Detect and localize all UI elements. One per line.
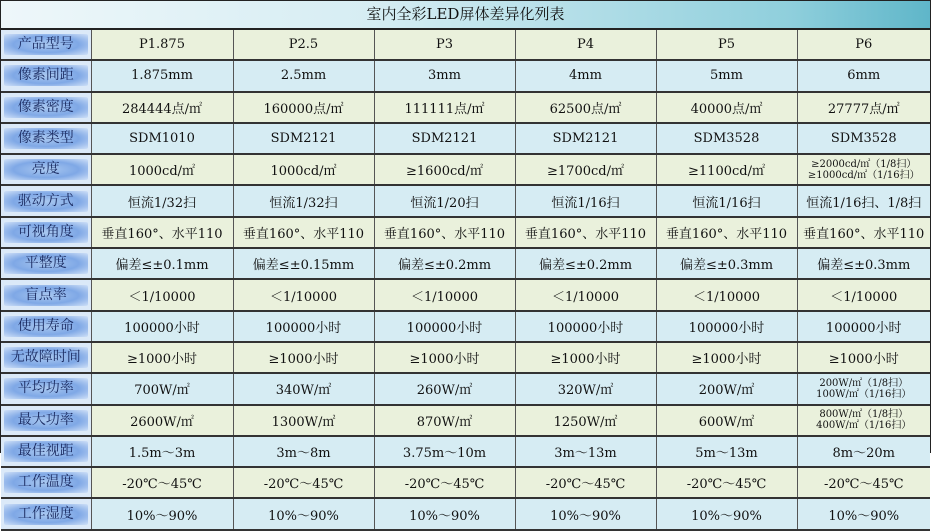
table-cell: P5: [656, 30, 797, 60]
row-header-label: 平整度: [4, 253, 88, 274]
table-row: [1, 30, 930, 60]
table-cell: SDM2121: [515, 123, 656, 154]
table-cell: 100000小时: [233, 311, 374, 342]
row-header-label: 无故障时间: [4, 347, 88, 368]
table-cell: 5m～13m: [656, 436, 797, 467]
table-row: [1, 185, 930, 216]
row-header: [1, 498, 91, 529]
row-header: [1, 311, 91, 342]
table-cell: ＜1/10000: [515, 279, 656, 310]
table-cell: 10%～90%: [515, 498, 656, 529]
table-cell: 偏差≤±0.1mm: [91, 248, 233, 279]
table-cell: -20℃～45℃: [374, 467, 515, 498]
table-row: [1, 60, 930, 91]
row-header: [1, 373, 91, 404]
table-cell: 1000cd/㎡: [91, 154, 233, 185]
table-cell: ＜1/10000: [233, 279, 374, 310]
table-row: [1, 279, 930, 310]
table-cell: ≥1000小时: [515, 342, 656, 373]
row-header: [1, 60, 91, 91]
table-cell: 恒流1/20扫: [374, 185, 515, 216]
table-cell: 10%～90%: [656, 498, 797, 529]
table-cell: 27777点/㎡: [797, 92, 930, 123]
table-cell: P1.875: [91, 30, 233, 60]
cell-line: ≥1000cd/㎡（1/16扫）: [807, 169, 920, 181]
row-header-label: 工作湿度: [4, 504, 88, 525]
row-header-label: 最佳视距: [4, 441, 88, 462]
row-header-label: 亮度: [4, 159, 88, 180]
row-header-label: 像素间距: [4, 65, 88, 86]
table-cell: 100000小时: [91, 311, 233, 342]
row-header-label: 产品型号: [4, 34, 88, 55]
table-cell: ＜1/10000: [91, 279, 233, 310]
table-cell: ≥1100cd/㎡: [656, 154, 797, 185]
table-row: [1, 498, 930, 529]
table-cell: 1300W/㎡: [233, 405, 374, 436]
table-cell: 5mm: [656, 60, 797, 91]
table-cell: 10%～90%: [797, 498, 930, 529]
table-cell: 320W/㎡: [515, 373, 656, 404]
row-header: [1, 248, 91, 279]
table-cell: -20℃～45℃: [91, 467, 233, 498]
table-cell: ＜1/10000: [656, 279, 797, 310]
table-row: [1, 92, 930, 123]
cell-line: 200W/㎡（1/8扫）: [819, 377, 909, 389]
cell-line: 800W/㎡（1/8扫）: [819, 409, 909, 421]
table-cell: [797, 405, 930, 436]
table-cell: P4: [515, 30, 656, 60]
table-cell: 100000小时: [656, 311, 797, 342]
table-cell: -20℃～45℃: [656, 467, 797, 498]
table-cell: ≥1000小时: [91, 342, 233, 373]
table-cell: 4mm: [515, 60, 656, 91]
table-cell: ≥1600cd/㎡: [374, 154, 515, 185]
table-row: [1, 405, 930, 436]
table-cell: [797, 154, 930, 185]
table-cell: P6: [797, 30, 930, 60]
row-header-label: 盲点率: [4, 285, 88, 306]
table-row: [1, 467, 930, 498]
table-cell: 200W/㎡: [656, 373, 797, 404]
row-header: [1, 123, 91, 154]
table-cell: P3: [374, 30, 515, 60]
table-cell: SDM3528: [797, 123, 930, 154]
table-row: [1, 248, 930, 279]
table-cell: SDM1010: [91, 123, 233, 154]
cell-line: 400W/㎡（1/16扫）: [816, 420, 912, 432]
table-cell: 3m～8m: [233, 436, 374, 467]
table-cell: 160000点/㎡: [233, 92, 374, 123]
table-cell: P2.5: [233, 30, 374, 60]
table-cell: 10%～90%: [91, 498, 233, 529]
table-cell: 恒流1/32扫: [91, 185, 233, 216]
row-header-label: 使用寿命: [4, 316, 88, 337]
row-header: [1, 279, 91, 310]
table-cell: 垂直160°、水平110: [797, 217, 930, 248]
table-cell: 1.5m～3m: [91, 436, 233, 467]
table-cell: [797, 373, 930, 404]
table-cell: ≥1000小时: [797, 342, 930, 373]
table-cell: 2600W/㎡: [91, 405, 233, 436]
table-cell: 偏差≤±0.3mm: [656, 248, 797, 279]
table-cell: SDM3528: [656, 123, 797, 154]
table-cell: 2.5mm: [233, 60, 374, 91]
table-cell: 700W/㎡: [91, 373, 233, 404]
row-header: [1, 185, 91, 216]
row-header: [1, 30, 91, 60]
row-header: [1, 217, 91, 248]
table-cell: 100000小时: [797, 311, 930, 342]
table-cell: 垂直160°、水平110: [91, 217, 233, 248]
row-header-label: 平均功率: [4, 378, 88, 399]
table-cell: ≥1700cd/㎡: [515, 154, 656, 185]
table-cell: 10%～90%: [233, 498, 374, 529]
table-cell: 偏差≤±0.2mm: [374, 248, 515, 279]
row-header: [1, 154, 91, 185]
row-header: [1, 342, 91, 373]
row-header-label: 最大功率: [4, 410, 88, 431]
spec-table: [1, 30, 930, 531]
table-cell: 3mm: [374, 60, 515, 91]
table-cell: -20℃～45℃: [797, 467, 930, 498]
table-title: 室内全彩LED屏体差异化列表: [1, 1, 930, 30]
row-header-label: 工作温度: [4, 472, 88, 493]
table-cell: 恒流1/32扫: [233, 185, 374, 216]
table-cell: 260W/㎡: [374, 373, 515, 404]
row-header: [1, 92, 91, 123]
table-cell: ≥1000小时: [374, 342, 515, 373]
table-cell: 600W/㎡: [656, 405, 797, 436]
table-row: [1, 373, 930, 404]
table-cell: 垂直160°、水平110: [515, 217, 656, 248]
table-cell: 6mm: [797, 60, 930, 91]
row-header: [1, 467, 91, 498]
table-cell: ≥1000小时: [656, 342, 797, 373]
table-cell: -20℃～45℃: [515, 467, 656, 498]
row-header-label: 可视角度: [4, 222, 88, 243]
table-cell: -20℃～45℃: [233, 467, 374, 498]
table-cell: 870W/㎡: [374, 405, 515, 436]
table-cell: 垂直160°、水平110: [374, 217, 515, 248]
table-cell: 1250W/㎡: [515, 405, 656, 436]
row-header-label: 驱动方式: [4, 191, 88, 212]
table-cell: 偏差≤±0.2mm: [515, 248, 656, 279]
table-cell: 垂直160°、水平110: [233, 217, 374, 248]
table-cell: 垂直160°、水平110: [656, 217, 797, 248]
table-cell: 10%～90%: [374, 498, 515, 529]
table-cell: SDM2121: [374, 123, 515, 154]
table-row: [1, 123, 930, 154]
table-cell: 恒流1/16扫、1/8扫: [797, 185, 930, 216]
table-cell: 40000点/㎡: [656, 92, 797, 123]
table-cell: 恒流1/16扫: [656, 185, 797, 216]
table-cell: 111111点/㎡: [374, 92, 515, 123]
table-cell: 100000小时: [515, 311, 656, 342]
cell-line: ≥2000cd/㎡（1/8扫）: [811, 158, 917, 170]
table-cell: 62500点/㎡: [515, 92, 656, 123]
table-cell: ＜1/10000: [797, 279, 930, 310]
table-row: [1, 311, 930, 342]
row-header: [1, 405, 91, 436]
row-header: [1, 436, 91, 467]
row-header-label: 像素密度: [4, 97, 88, 118]
row-header-label: 像素类型: [4, 128, 88, 149]
table-cell: 100000小时: [374, 311, 515, 342]
table-cell: 284444点/㎡: [91, 92, 233, 123]
table-cell: 1.875mm: [91, 60, 233, 91]
table-cell: 偏差≤±0.15mm: [233, 248, 374, 279]
table-row: [1, 217, 930, 248]
table-cell: 3.75m～10m: [374, 436, 515, 467]
cell-line: 100W/㎡（1/16扫）: [816, 388, 912, 400]
table-cell: 340W/㎡: [233, 373, 374, 404]
table-cell: 3m～13m: [515, 436, 656, 467]
table-row: [1, 154, 930, 185]
table-row: [1, 436, 930, 467]
table-cell: 1000cd/㎡: [233, 154, 374, 185]
table-cell: 8m～20m: [797, 436, 930, 467]
table-cell: SDM2121: [233, 123, 374, 154]
table-cell: 恒流1/16扫: [515, 185, 656, 216]
table-cell: 偏差≤±0.3mm: [797, 248, 930, 279]
table-cell: ≥1000小时: [233, 342, 374, 373]
table-cell: ＜1/10000: [374, 279, 515, 310]
table-row: [1, 342, 930, 373]
